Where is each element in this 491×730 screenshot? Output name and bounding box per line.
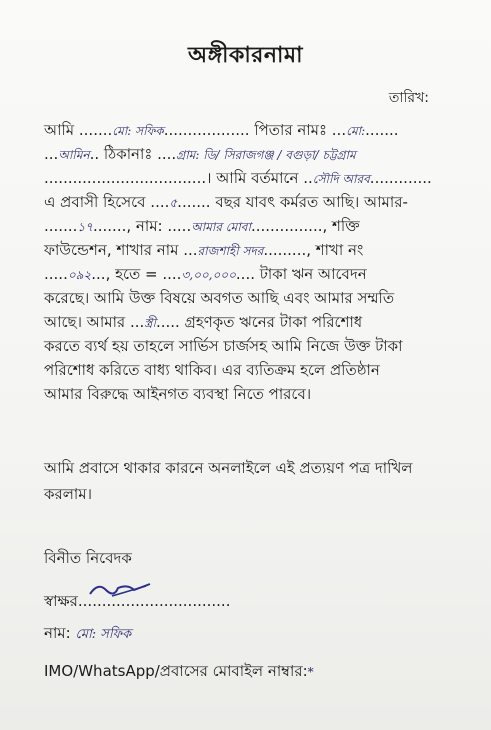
signature-scribble: [88, 578, 158, 600]
body-line: আমি .......মো: সফিক.................. পিতার নামঃ ...মো:.......: [44, 121, 399, 139]
body-line: করেছে। আমি উক্ত বিষয়ে অবগত আছি এবং আমার সম্মতি: [44, 289, 395, 307]
handwritten-amount: ৩,০০,০০০: [181, 268, 236, 282]
date-label: তারিখ:: [388, 90, 429, 106]
document-title: অঙ্গীকারনামা: [188, 43, 303, 68]
body-line: .....০৯২..., হতে = ....৩,০০,০০০.... টাকা ঋন আবেদন: [44, 265, 367, 283]
declaration-text: আমি প্রবাসে থাকার কারনে অনলাইলে এই প্রত্যয়ণ পত্র দাখিল করলাম।: [44, 459, 413, 503]
signature-label: স্বাক্ষর: [44, 592, 78, 610]
respectfully-label: বিনীত নিবেদক: [44, 549, 132, 567]
body-line: .......১৭......., নাম: .....আমার মোবা..............., শক্তি: [44, 217, 360, 235]
body-line: ...আমিন.. ঠিকানাঃ ....গ্রাম: ডি/ সিরাজগঞ্জ / বগুড়া/ চট্টগ্রাম: [44, 145, 356, 163]
affidavit-body: [44, 118, 448, 406]
mobile-row: IMO/WhatsApp/প্রবাসের মোবাইল নাম্বার:*: [44, 662, 314, 680]
name-label: নাম:: [44, 624, 71, 642]
mobile-label: IMO/WhatsApp/প্রবাসের মোবাইল নাম্বার:: [44, 662, 308, 680]
body-line: আমার বিরুদ্ধে আইনগত ব্যবস্থা নিতে পারবে।: [44, 385, 312, 403]
handwritten-signer-name: মো: সফিক: [75, 627, 132, 642]
body-line: ..................................। আমি বর্তমানে ..সৌদি আরব.............: [44, 169, 432, 187]
body-line: পরিশোধ করিতে বাধ্য থাকিব। এর ব্যতিক্রম হলে প্রতিষ্ঠান: [44, 361, 380, 379]
handwritten-father: মো:: [346, 124, 366, 138]
handwritten-country: সৌদি আরব: [312, 172, 370, 186]
body-line: আছে। আমার ...স্ত্রী..... গ্রহণকৃত ঋনের টাকা পরিশোধ: [44, 313, 363, 331]
name-row: [44, 622, 131, 647]
handwritten-address: গ্রাম: ডি/ সিরাজগঞ্জ / বগুড়া/ চট্টগ্রাম: [176, 148, 356, 162]
handwritten-branch: রাজশাহী সদর: [197, 244, 264, 258]
handwritten-name: মো: সফিক: [112, 124, 164, 138]
body-line: করতে ব্যর্থ হয় তাহলে সার্ভিস চার্জসহ আমি নিজে উক্ত টাকা: [44, 337, 403, 355]
body-line: ফাউন্ডেশন, শাখার নাম ...রাজশাহী সদর........., শাখা নং: [44, 241, 364, 259]
signature-row: স্বাক্ষর................................: [44, 592, 231, 610]
body-line: এ প্রবাসী হিসেবে ....৫....... বছর যাবৎ কর্মরত আছি। আমার-: [44, 193, 408, 211]
